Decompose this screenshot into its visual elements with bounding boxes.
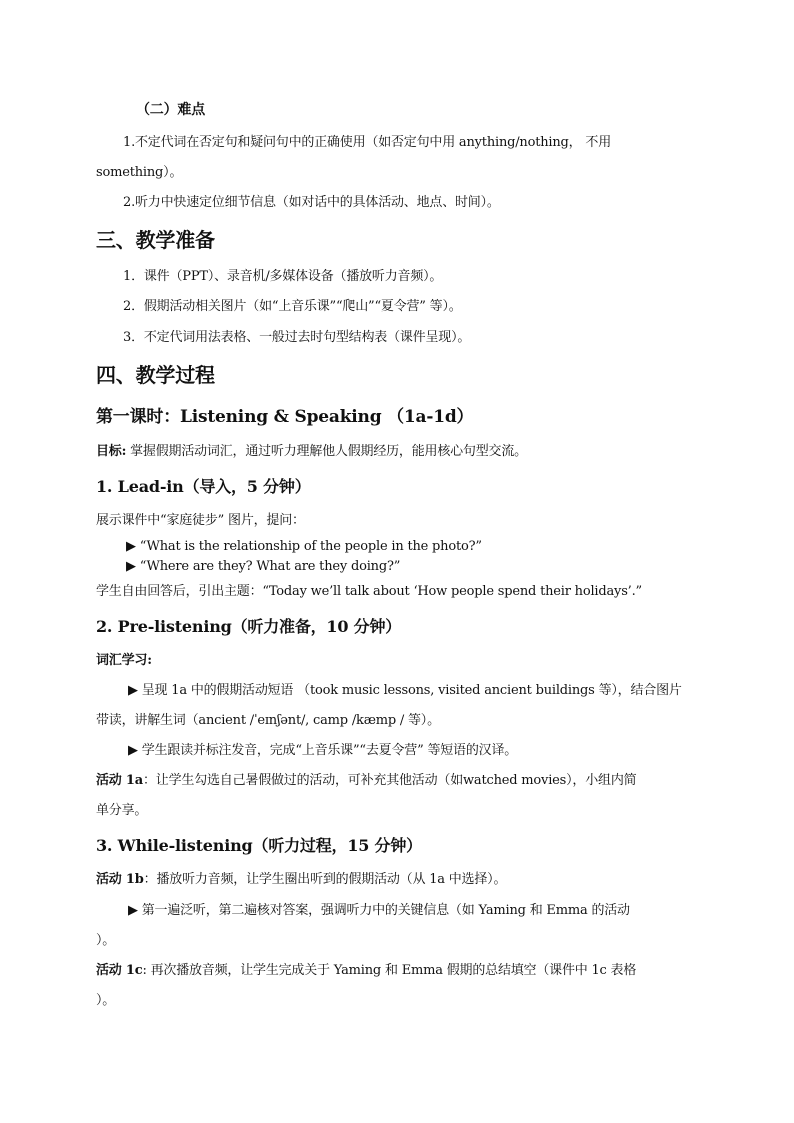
- whilelistening-heading: 3. While-listening（听力过程，15 分钟）: [96, 836, 422, 855]
- whilelistening-bullet-continued: ）。: [96, 933, 116, 948]
- prep-item-3: 3．不定代词用法表格、一般过去时句型结构表（课件呈现）。: [123, 330, 471, 345]
- prelistening-bullet-2: ▶ 学生跟读并标注发音，完成“上音乐课”“去夏令营” 等短语的汉译。: [128, 743, 518, 758]
- lesson-objective: [96, 443, 527, 461]
- section-heading-teaching-process: 四、教学过程: [96, 363, 215, 387]
- whilelistening-bullet: ▶ 第一遍泛听，第二遍核对答案，强调听力中的关键信息（如 Yaming 和 Emma 的活动: [128, 903, 630, 918]
- activity-1a: [96, 772, 636, 790]
- prep-item-1: 1．课件（PPT）、录音机/多媒体设备（播放听力音频）。: [123, 269, 443, 284]
- bullet-arrow-icon: ▶: [126, 539, 136, 554]
- leadin-heading: 1. Lead-in（导入，5 分钟）: [96, 477, 311, 496]
- activity-1c-text: : 再次播放音频，让学生完成关于 Yaming 和 Emma 假期的总结填空（课件中 1c 表格: [142, 963, 637, 978]
- prelistening-bullet-1-continued: 带读，讲解生词（ancient /ˈeɪnʃənt/, camp /kæmp / 等）。: [96, 713, 440, 728]
- activity-1c-continued: ）。: [96, 993, 116, 1008]
- prelistening-bullet-1: ▶ 呈现 1a 中的假期活动短语 （took music lessons, visited ancient buildings 等），结合图片: [128, 683, 682, 698]
- section-heading-teaching-prep: 三、教学准备: [96, 228, 215, 252]
- leadin-intro: 展示课件中“家庭徒步” 图片，提问：: [96, 513, 305, 528]
- lesson-title: 第一课时：Listening & Speaking （1a-1d）: [96, 407, 474, 427]
- prelistening-heading: 2. Pre-listening（听力准备，10 分钟）: [96, 617, 402, 636]
- leadin-question-2: [126, 558, 400, 576]
- leadin-question-1: [126, 538, 482, 556]
- objective-text: 掌握假期活动词汇，通过听力理解他人假期经历，能用核心句型交流。: [126, 444, 527, 459]
- activity-1c: [96, 962, 636, 980]
- leadin-question-2-text: “Where are they? What are they doing?”: [139, 559, 401, 574]
- objective-label: 目标:: [96, 444, 127, 459]
- vocab-label: 词汇学习:: [96, 653, 152, 668]
- bullet-arrow-icon: ▶: [126, 559, 136, 574]
- activity-1b-label: 活动 1b: [96, 872, 144, 887]
- difficulty-item-1: 1.不定代词在否定句和疑问句中的正确使用（如否定句中用 anything/nothing， 不用: [123, 135, 612, 150]
- activity-1c-label: 活动 1c: [96, 963, 143, 978]
- leadin-question-1-text: “What is the relationship of the people in the photo?”: [139, 539, 482, 554]
- activity-1a-continued: 单分享。: [96, 803, 148, 818]
- difficulty-item-2: 2.听力中快速定位细节信息（如对话中的具体活动、地点、时间）。: [123, 195, 500, 210]
- difficulties-heading: （二）难点: [136, 102, 205, 118]
- activity-1a-text: ：让学生勾选自己暑假做过的活动，可补充其他活动（如watched movies），小组内简: [143, 773, 637, 788]
- leadin-summary: 学生自由回答后，引出主题：“Today we’ll talk about ‘How people spend their holidays’.”: [96, 584, 642, 599]
- activity-1a-label: 活动 1a: [96, 773, 143, 788]
- activity-1b-text: ：播放听力音频，让学生圈出听到的假期活动（从 1a 中选择）。: [143, 872, 507, 887]
- prep-item-2: 2．假期活动相关图片（如“上音乐课”“爬山”“夏令营” 等）。: [123, 299, 462, 314]
- difficulty-item-1-continued: something）。: [96, 165, 183, 180]
- activity-1b: [96, 871, 506, 889]
